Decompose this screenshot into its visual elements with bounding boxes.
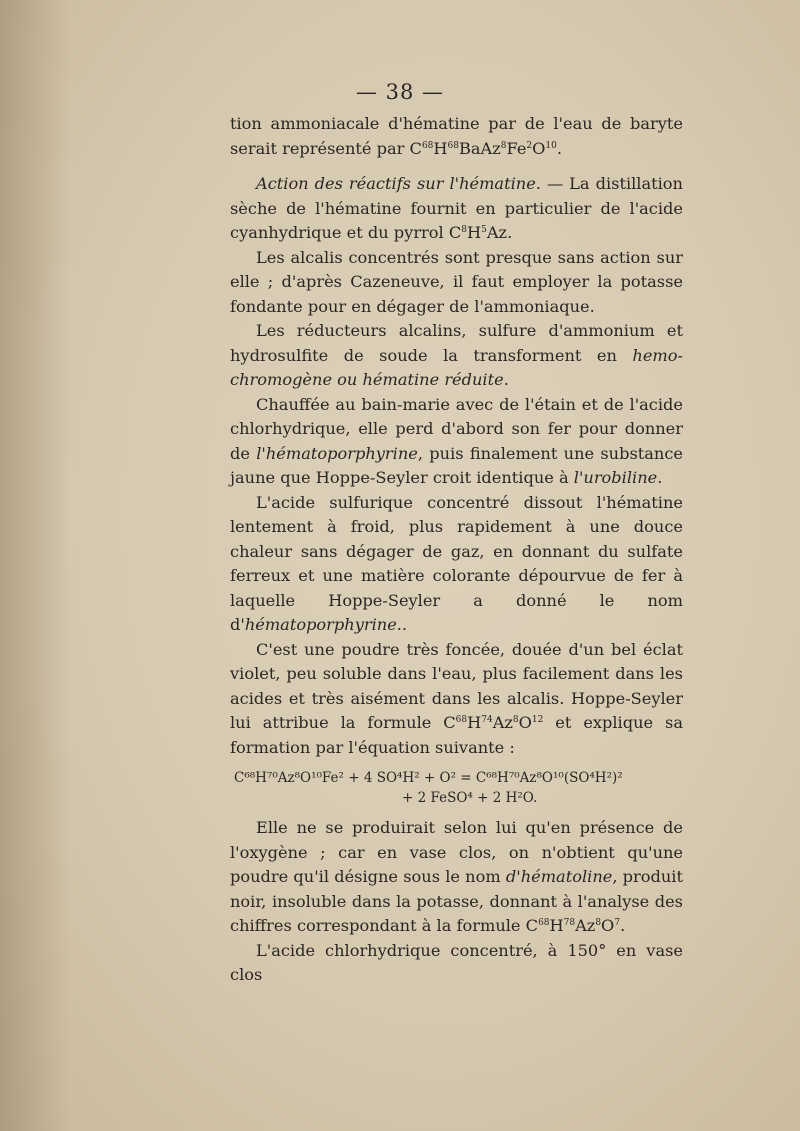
paragraph-text: Les réducteurs alcalins, sulfure d'ammonium et hydrosulfite de soude la transforment en	[230, 321, 683, 365]
paragraph-4: Les réducteurs alcalins, sulfure d'ammonium et hydrosulfite de soude la transforment en hemo-chromogène ou hématine réduite.	[230, 321, 683, 389]
paragraph-2	[230, 172, 683, 246]
paragraph-text: Elle ne se produirait selon lui qu'en présence de l'oxygène ; car en vase clos, on n'obtient qu'une poudre qu'il désigne sous le nom	[230, 818, 683, 886]
formula: $C^{68}H^{74}Az^8O^{12}$	[443, 713, 544, 732]
paragraph-9: L'acide chlorhydrique concentré, à 150° en vase clos	[230, 940, 683, 984]
paragraph-text: Chauffée au bain-marie avec de l'étain et de l'acide chlorhydrique, elle perd d'abord son fer pour donner de	[230, 394, 683, 463]
text-body	[230, 112, 683, 988]
page-number: — 38 —	[355, 80, 445, 104]
paragraph-text: — La distillation sèche de l'hématine fournit en particulier de l'acide cyanhydrique et du pyrrol	[230, 174, 683, 242]
paragraph-8: Elle ne se produirait selon lui qu'en présence de l'oxygène ; car en vase clos, on n'obtient qu'une poudre qu'il désigne sous le nom d'hématoline, produit noir, insoluble dans la potasse, donnant à l'analyse des chiffres correspondant à la formule $C^{68}H^{78}Az^8O^7$.	[230, 818, 683, 935]
italic-term: l'urobiline	[573, 468, 658, 487]
equation-line-1: C⁶⁸H⁷⁰Az⁸O¹⁰Fe² + 4 SO⁴H² + O² = C⁶⁸H⁷⁰Az⁸O¹⁰(SO⁴H²)²	[234, 770, 623, 786]
formula: $C^{68}H^{68}BaAz^8Fe^2O^{10}$.	[409, 138, 563, 158]
equation-line-2: + 2 FeSO⁴ + 2 H²O.	[402, 790, 538, 806]
italic-term: l'hématoporphyrine	[256, 443, 418, 463]
formula: $C^{68}H^{78}Az^8O^7$.	[525, 916, 626, 935]
paragraph-1	[230, 112, 683, 161]
paragraph-3: Les alcalis concentrés sont presque sans action sur elle ; d'après Cazeneuve, il faut employer la potasse fondante pour en dégager de l'ammoniaque.	[230, 247, 683, 316]
page-edge-shadow	[0, 0, 70, 1131]
paragraph-text: L'acide sulfurique concentré dissout l'hématine lentement à froid, plus rapidement à une douce chaleur sans dégager de gaz, en donnant du sulfate ferreux et une matière colorante dépourvue de fer à laquelle Hoppe-Seyler a donné le nom d'	[230, 492, 683, 634]
paragraph-6: L'acide sulfurique concentré dissout l'hématine lentement à froid, plus rapidement à une douce chaleur sans dégager de gaz, en donnant du sulfate ferreux et une matière colorante dépourvue de fer à laquelle Hoppe-Seyler a donné le nom d'hématoporphyrine..	[230, 492, 683, 634]
chemical-equation	[230, 768, 683, 808]
section-title: Action des réactifs sur l'hématine.	[256, 174, 541, 193]
paragraph-7: C'est une poudre très foncée, douée d'un bel éclat violet, peu soluble dans l'eau, plus facilement dans les acides et très aisément dans les alcalis. Hoppe-Seyler lui attribue la formule $C^{68}H^{74}Az^8O^{12}$ et explique sa formation par l'équation suivante :	[230, 639, 683, 757]
paragraph-5: Chauffée au bain-marie avec de l'étain et de l'acide chlorhydrique, elle perd d'abord son fer pour donner de l'hématoporphyrine, puis finalement une substance jaune que Hoppe-Seyler croit identique à l'urobiline.	[230, 394, 683, 487]
paragraph-text: C'est une poudre très foncée, douée d'un bel éclat violet, peu soluble dans l'eau, plus facilement dans les acides et très aisément dans les alcalis. Hoppe-Seyler lui attribue la formule	[230, 639, 683, 732]
italic-term: hemo-chromogène ou hématine réduite	[230, 345, 683, 389]
italic-term: hématoporphyrine	[244, 615, 397, 634]
paragraph-text: tion ammoniacale d'hématine par de l'eau de baryte serait représenté par	[230, 114, 683, 158]
italic-term: d'hématoline	[505, 867, 613, 886]
formula: $C^8H^5Az$.	[448, 223, 513, 242]
